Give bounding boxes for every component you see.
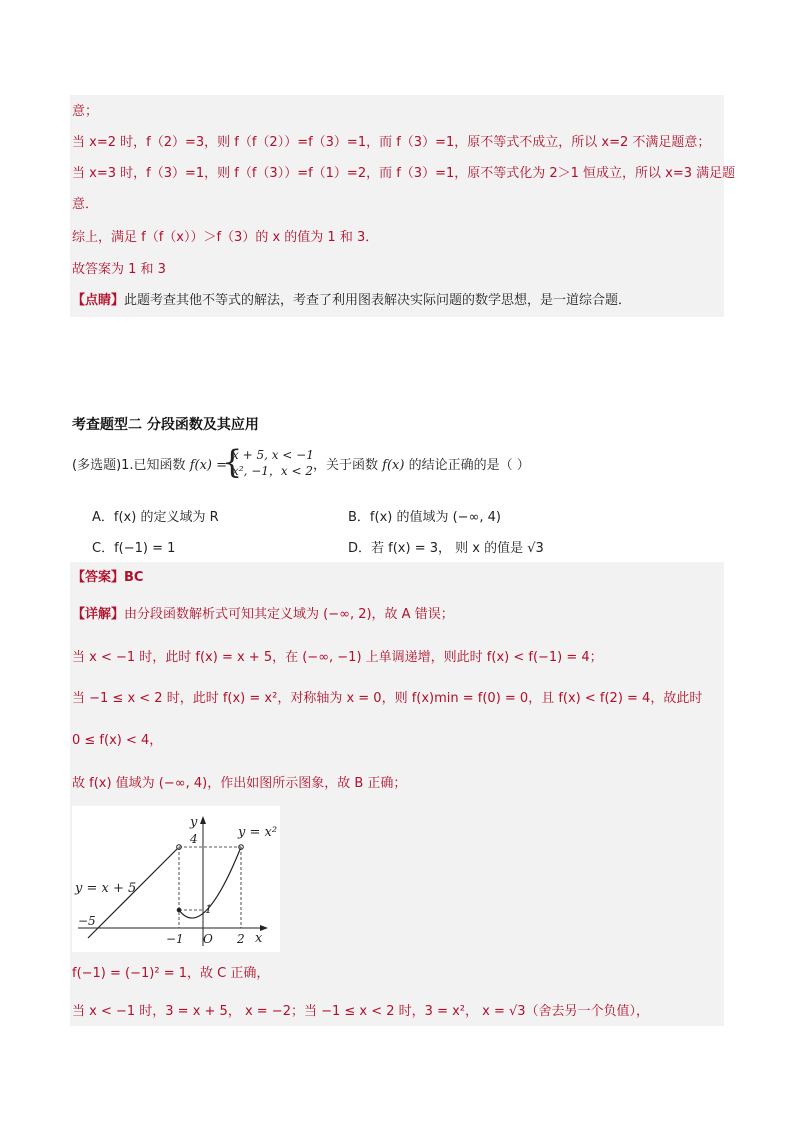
tick-label-2: 2 [237,932,245,946]
text-line: 故答案为 1 和 3 [72,262,166,277]
comment-tag: 【点睛】 [72,293,125,308]
parabola-equation-label: y = x² [238,825,278,840]
text-line: 意． [72,197,99,212]
function-name: f(x) = [189,458,227,473]
function-name: f(x) [382,458,405,473]
function-graph [72,806,280,952]
solution-block-top [70,95,724,317]
detail-line: 当 x < −1 时，此时 f(x) = x + 5，在 (−∞, −1) 上单调递增，则此时 f(x) < f(−1) = 4； [72,650,603,665]
piece-1: x + 5, x < −1 [232,448,314,462]
answer-line [72,569,143,587]
x-axis-label: x [255,931,263,946]
section-title: 考查题型二 分段函数及其应用 [72,417,259,433]
comment-line [72,292,631,310]
detail-line [72,606,454,624]
option-d: D．若 f(x) = 3， 则 x 的值是 √3 [348,541,544,556]
detail-line: 0 ≤ f(x) < 4， [72,733,163,748]
answer-value: BC [124,570,144,585]
detail-tag: 【详解】 [72,607,125,622]
text-line: 意； [72,104,99,119]
detail-line: f(−1) = (−1)² = 1，故 C 正确， [72,966,270,981]
piece-2: x², −1，x < 2 [232,464,313,478]
option-b: B．f(x) 的值域为 (−∞, 4) [348,510,501,525]
detail-line: 当 −1 ≤ x < 2 时，此时 f(x) = x²，对称轴为 x = 0，则 f(x)min = f(0) = 0，且 f(x) < f(2) = 4，故此时 [72,691,703,706]
detail-line: 当 x < −1 时，3 = x + 5， x = −2；当 −1 ≤ x < 2 时，3 = x²， x = √3（舍去另一个负值）， [72,1004,650,1019]
piecewise-definition [232,447,314,479]
detail-text: 由分段函数解析式可知其定义域为 (−∞, 2)，故 A 错误； [124,607,454,622]
line-equation-label: y = x + 5 [75,881,137,896]
option-a: A．f(x) 的定义域为 R [92,510,219,525]
answer-tag: 【答案】 [72,570,125,585]
question-suffix: ，关于函数 [313,458,383,473]
question-prefix: (多选题)1.已知函数 [72,458,190,473]
tick-label-minus5: −5 [78,914,96,928]
text-line: 当 x=3 时，f（3）=1，则 f（f（3））=f（1）=2，而 f（3）=1，原不等式化为 2＞1 恒成立，所以 x=3 满足题 [72,166,736,181]
question-suffix: 的结论正确的是（ ） [404,458,530,473]
tick-label-1: 1 [205,903,212,916]
detail-line: 故 f(x) 值域为 (−∞, 4)，作出如图所示图象，故 B 正确； [72,776,407,791]
solution-block-bottom [70,562,724,1026]
comment-text: 此题考查其他不等式的解法，考查了利用图表解决实际问题的数学思想，是一道综合题． [124,293,632,308]
piecewise-brace: { [222,443,243,481]
option-c: C．f(−1) = 1 [92,541,176,556]
y-axis-label: y [190,815,198,830]
text-line: 综上，满足 f（f（x））＞f（3）的 x 的值为 1 和 3． [72,230,379,245]
text-line: 当 x=2 时，f（2）=3，则 f（f（2））=f（3）=1，而 f（3）=1，原不等式不成立，所以 x=2 不满足题意； [72,135,711,150]
tick-label-4: 4 [190,832,198,846]
tick-label-minus1: −1 [166,932,184,946]
origin-label: O [203,932,213,946]
